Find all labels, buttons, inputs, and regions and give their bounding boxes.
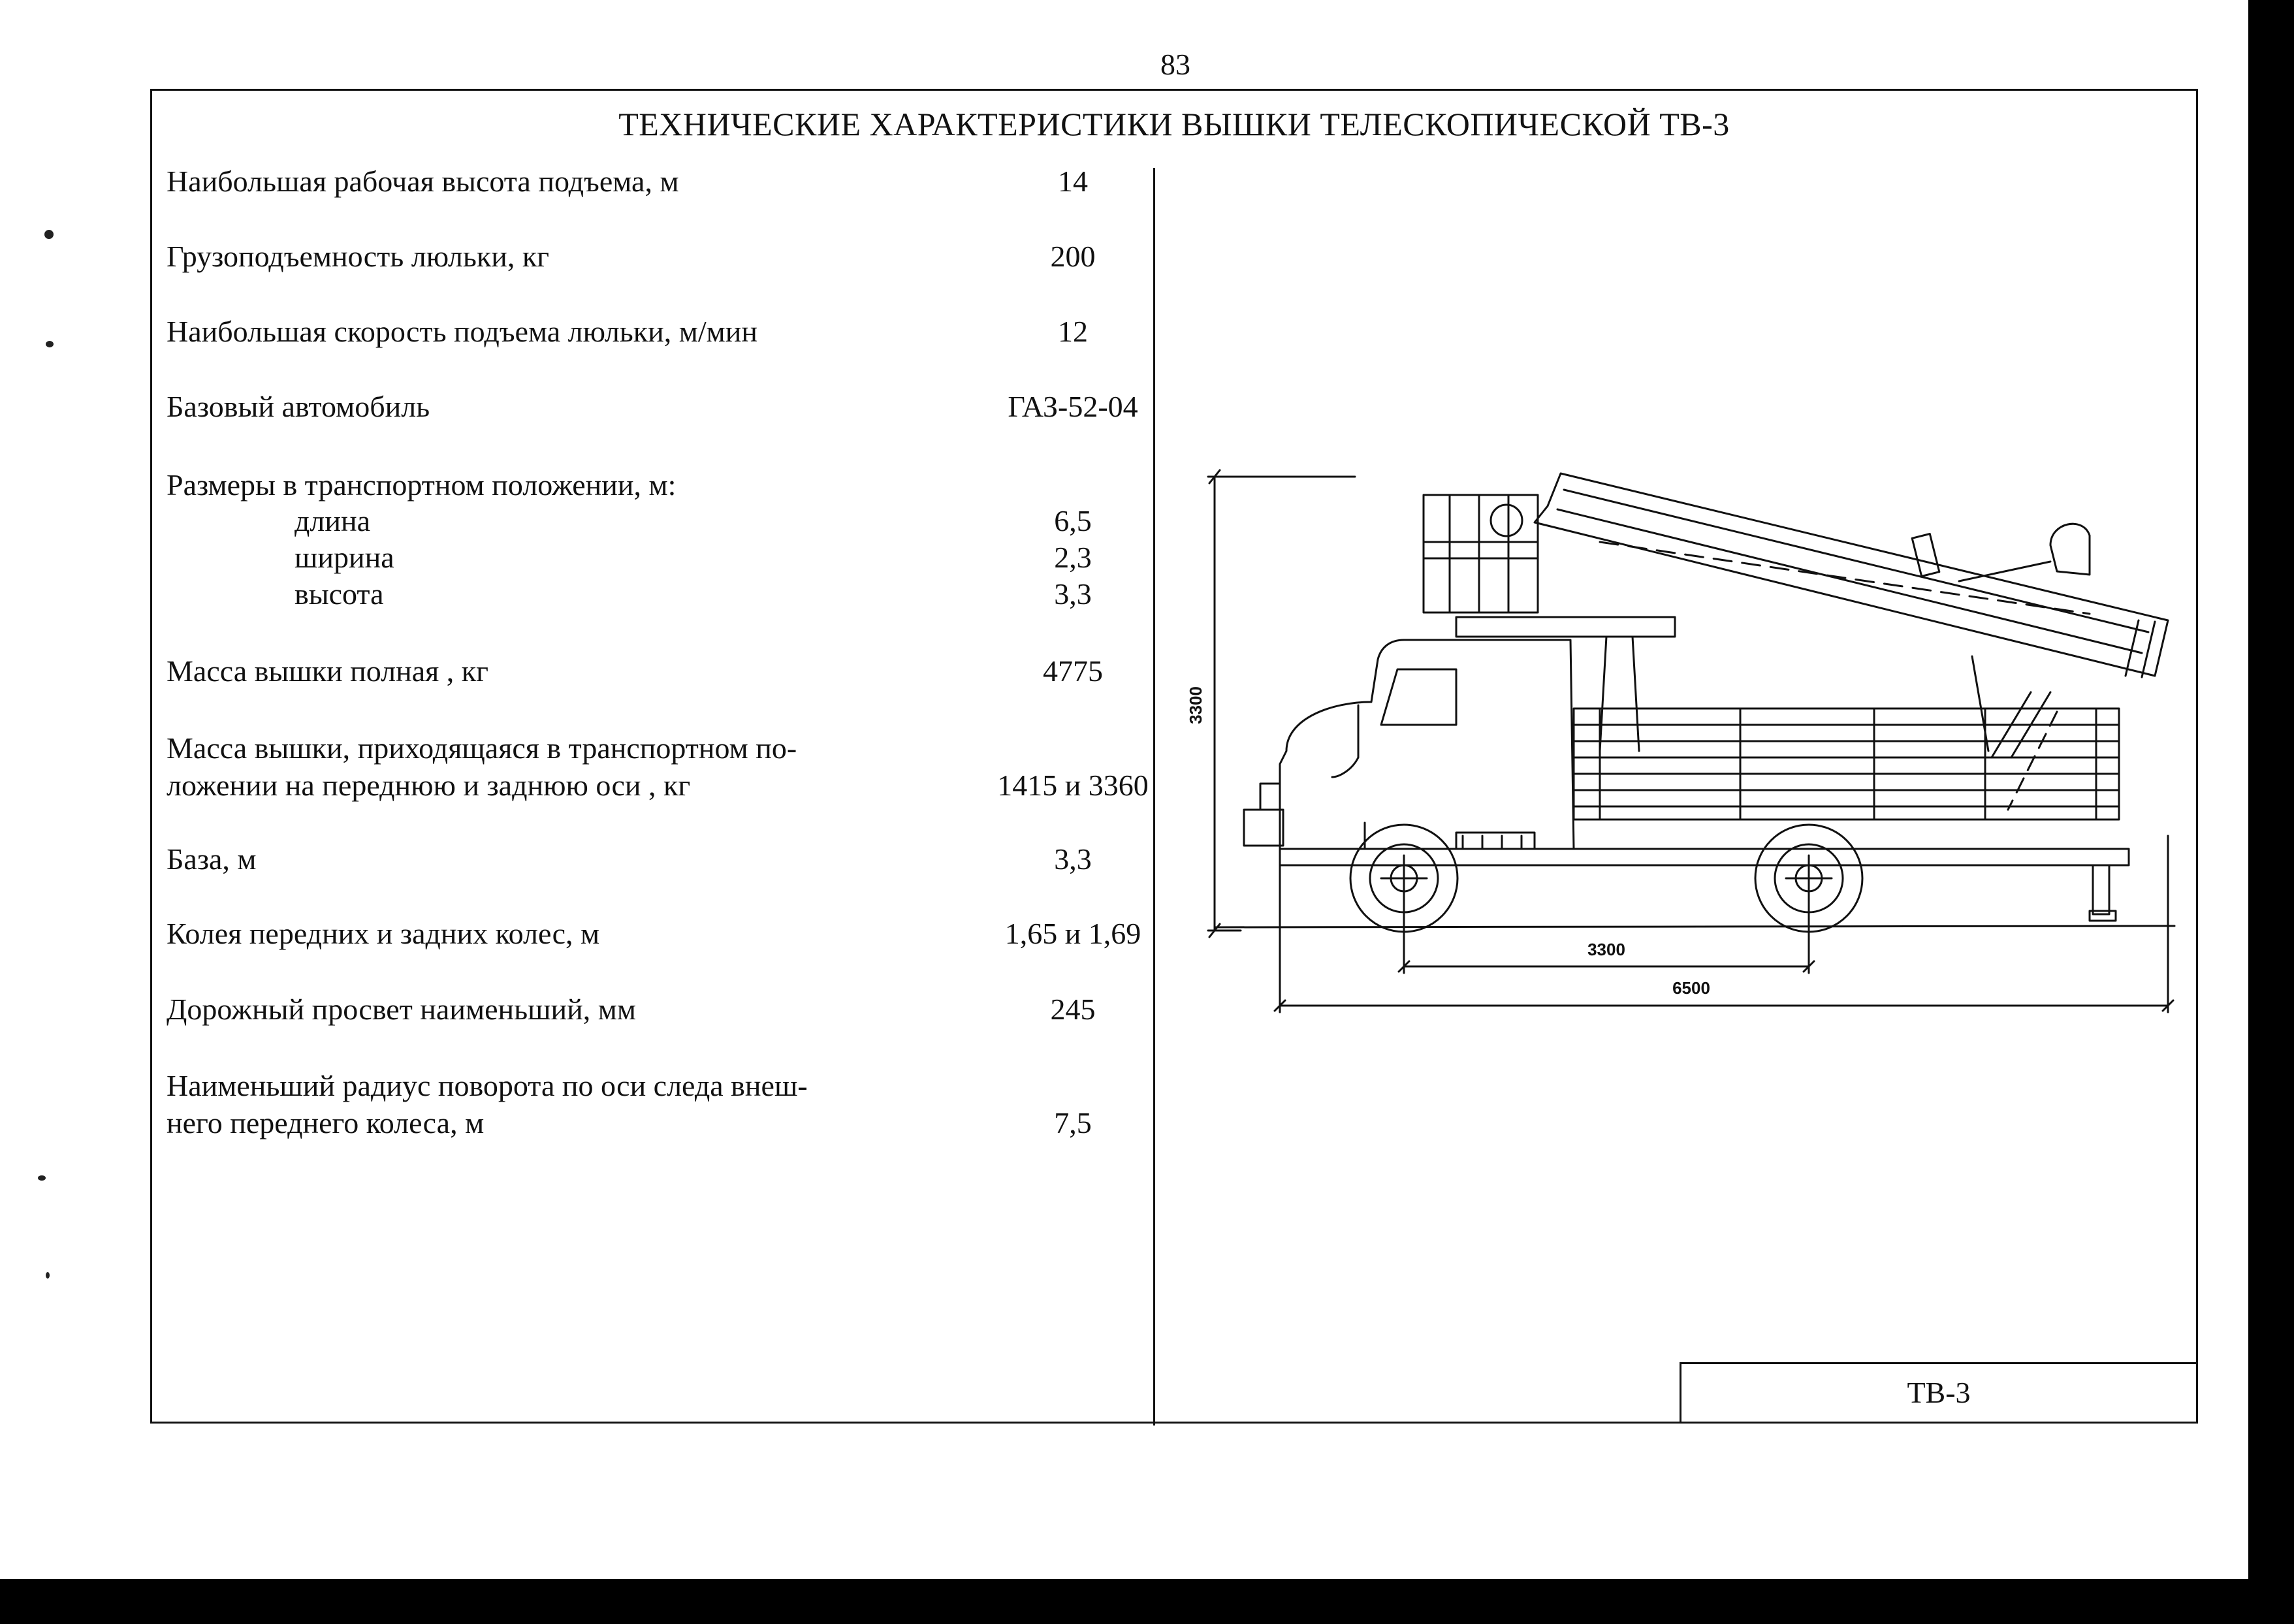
truck-cab bbox=[1244, 640, 1574, 849]
length-dimension bbox=[1275, 836, 2173, 1012]
spec-value-mass-axles: 1415 и 3360 bbox=[997, 769, 1149, 802]
spec-label-width: ширина bbox=[295, 541, 394, 574]
spec-label-capacity: Грузоподъемность люльки, кг bbox=[167, 240, 550, 273]
model-stamp: ТВ-3 bbox=[1680, 1362, 2198, 1424]
spec-label-wheelbase: База, м bbox=[167, 842, 257, 876]
scan-edge-bottom bbox=[0, 1579, 2294, 1624]
basket bbox=[1424, 495, 1538, 613]
spec-value-base-vehicle: ГАЗ-52-04 bbox=[1008, 390, 1138, 423]
spec-label-clearance: Дорожный просвет наименьший, мм bbox=[167, 993, 636, 1026]
wheelbase-dimension bbox=[1399, 901, 1814, 973]
spec-label-turn-radius-1: Наименьший радиус поворота по оси следа внеш- bbox=[167, 1069, 808, 1102]
spec-value-wheelbase: 3,3 bbox=[1054, 842, 1092, 876]
boom-support bbox=[1456, 617, 2050, 757]
spec-value-track: 1,65 и 1,69 bbox=[1004, 917, 1141, 950]
cargo-platform bbox=[1574, 709, 2119, 820]
spec-value-clearance: 245 bbox=[1050, 993, 1096, 1026]
spec-label-transport-dims: Размеры в транспортном положении, м: bbox=[167, 468, 677, 502]
page-number: 83 bbox=[1160, 48, 1190, 81]
dim-length-label: 6500 bbox=[1672, 978, 1710, 998]
ground-line bbox=[1215, 926, 2175, 927]
spec-label-max-speed: Наибольшая скорость подъема люльки, м/мин bbox=[167, 315, 757, 348]
spec-label-max-height: Наибольшая рабочая высота подъема, м bbox=[167, 165, 679, 198]
spec-label-mass-total: Масса вышки полная , кг bbox=[167, 654, 489, 688]
scan-edge-right bbox=[2248, 0, 2294, 1624]
spec-label-mass-axles-1: Масса вышки, приходящаяся в транспортном по- bbox=[167, 731, 797, 765]
spec-value-width: 2,3 bbox=[1054, 541, 1092, 574]
spec-value-height: 3,3 bbox=[1054, 577, 1092, 611]
dim-wheelbase-label: 3300 bbox=[1587, 940, 1625, 959]
scan-speck bbox=[46, 341, 54, 347]
telescopic-boom bbox=[1535, 473, 2168, 810]
dim-height-label: 3300 bbox=[1186, 686, 1205, 724]
spec-label-mass-axles-2: ложении на переднюю и заднюю оси , кг bbox=[167, 769, 691, 802]
sheet-title: ТЕХНИЧЕСКИЕ ХАРАКТЕРИСТИКИ ВЫШКИ ТЕЛЕСКОПИЧЕСКОЙ ТВ-3 bbox=[618, 106, 1730, 142]
spec-label-height: высота bbox=[295, 577, 384, 611]
spec-label-turn-radius-2: него переднего колеса, м bbox=[167, 1106, 485, 1139]
spec-value-mass-total: 4775 bbox=[1043, 654, 1103, 688]
spec-label-track: Колея передних и задних колес, м bbox=[167, 917, 600, 950]
scan-speck bbox=[46, 1272, 50, 1279]
height-dimension bbox=[1208, 470, 1355, 937]
spec-value-capacity: 200 bbox=[1050, 240, 1096, 273]
spec-value-turn-radius: 7,5 bbox=[1054, 1106, 1092, 1139]
spec-value-max-height: 14 bbox=[1058, 165, 1088, 198]
truck-lift-drawing bbox=[1182, 444, 2188, 1032]
spec-value-max-speed: 12 bbox=[1058, 315, 1088, 348]
scan-speck bbox=[38, 1175, 46, 1181]
spec-label-base-vehicle: Базовый автомобиль bbox=[167, 390, 430, 423]
spec-label-length: длина bbox=[295, 504, 371, 537]
scan-speck bbox=[44, 230, 54, 239]
spec-value-length: 6,5 bbox=[1054, 504, 1092, 537]
truck-chassis bbox=[1280, 833, 2129, 921]
